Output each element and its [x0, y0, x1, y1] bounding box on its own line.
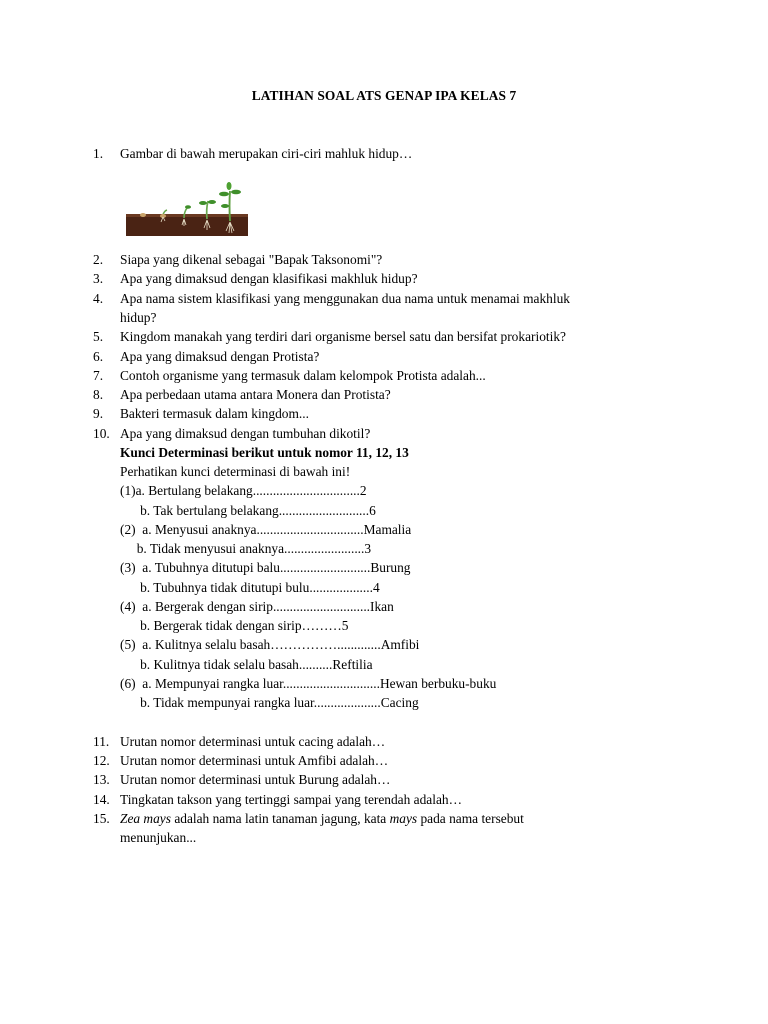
- question-number: 6.: [93, 349, 104, 364]
- question-text: Bakteri termasuk dalam kingdom...: [120, 406, 309, 421]
- key-line-text: b. Tak bertulang belakang...........................6: [120, 503, 376, 518]
- key-line-text: (4) a. Bergerak dengan sirip.............................Ikan: [120, 599, 394, 614]
- key-intro-text: Perhatikan kunci determinasi di bawah ini!: [120, 464, 351, 479]
- question-text: Siapa yang dikenal sebagai "Bapak Taksonomi"?: [120, 252, 383, 267]
- question-text: Kingdom manakah yang terdiri dari organisme bersel satu dan bersifat prokariotik?: [120, 329, 566, 344]
- key-line-text: (6) a. Mempunyai rangka luar.............................Hewan berbuku-buku: [120, 676, 497, 691]
- key-line-text: b. Kulitnya tidak selalu basah..........Reftilia: [120, 657, 373, 672]
- key-line-text: b. Bergerak tidak dengan sirip………5: [120, 618, 349, 633]
- question-number: 14.: [93, 792, 110, 807]
- latin-name-italic: Zea mays: [120, 811, 171, 826]
- question-text: Contoh organisme yang termasuk dalam kelompok Protista adalah...: [120, 368, 486, 383]
- question-text-continued: hidup?: [120, 310, 157, 325]
- question-number: 8.: [93, 387, 104, 402]
- key-line-text: b. Tubuhnya tidak ditutupi bulu...................4: [120, 580, 380, 595]
- question-text: Apa yang dimaksud dengan Protista?: [120, 349, 320, 364]
- key-line-text: (3) a. Tubuhnya ditutupi balu...........................Burung: [120, 560, 411, 575]
- question-number: 13.: [93, 772, 110, 787]
- latin-epithet-italic: mays: [389, 811, 418, 826]
- question-text: Apa yang dimaksud dengan klasifikasi makhluk hidup?: [120, 271, 418, 286]
- question-text: Apa nama sistem klasifikasi yang menggunakan dua nama untuk menamai makhluk: [120, 291, 570, 306]
- question-text-continued: menunjukan...: [120, 830, 197, 845]
- question-number: 2.: [93, 252, 104, 267]
- page-title: LATIHAN SOAL ATS GENAP IPA KELAS 7: [251, 88, 517, 103]
- question-text: Urutan nomor determinasi untuk Amfibi adalah…: [120, 753, 389, 768]
- question-number: 4.: [93, 291, 104, 306]
- question-number: 15.: [93, 811, 110, 826]
- question-number: 9.: [93, 406, 104, 421]
- key-heading-text: Kunci Determinasi berikut untuk nomor 11, 12, 13: [120, 445, 409, 460]
- question-text: Urutan nomor determinasi untuk cacing adalah…: [120, 734, 386, 749]
- question-number: 5.: [93, 329, 104, 344]
- question-text-middle: adalah nama latin tanaman jagung, kata: [170, 811, 390, 826]
- question-number: 11.: [93, 734, 110, 749]
- question-text: Apa perbedaan utama antara Monera dan Protista?: [120, 387, 391, 402]
- key-line-text: b. Tidak menyusui anaknya........................3: [120, 541, 372, 556]
- question-number: 1.: [93, 146, 104, 161]
- plant-growth-stages-image: [126, 180, 248, 236]
- key-line-text: (1)a. Bertulang belakang................................2: [120, 483, 367, 498]
- question-text: Urutan nomor determinasi untuk Burung adalah…: [120, 772, 391, 787]
- question-text: Tingkatan takson yang tertinggi sampai yang terendah adalah…: [120, 792, 462, 807]
- question-number: 3.: [93, 271, 104, 286]
- question-text: [120, 811, 524, 827]
- question-text: Apa yang dimaksud dengan tumbuhan dikotil?: [120, 426, 371, 441]
- question-number: 12.: [93, 753, 110, 768]
- key-line-text: b. Tidak mempunyai rangka luar....................Cacing: [120, 695, 419, 710]
- key-line-text: (2) a. Menyusui anaknya................................Mamalia: [120, 522, 412, 537]
- key-line-text: (5) a. Kulitnya selalu basah…………….............Amfibi: [120, 637, 420, 652]
- question-number: 7.: [93, 368, 104, 383]
- question-text-end: pada nama tersebut: [417, 811, 524, 826]
- question-text: Gambar di bawah merupakan ciri-ciri mahluk hidup…: [120, 146, 413, 161]
- question-number: 10.: [93, 426, 110, 441]
